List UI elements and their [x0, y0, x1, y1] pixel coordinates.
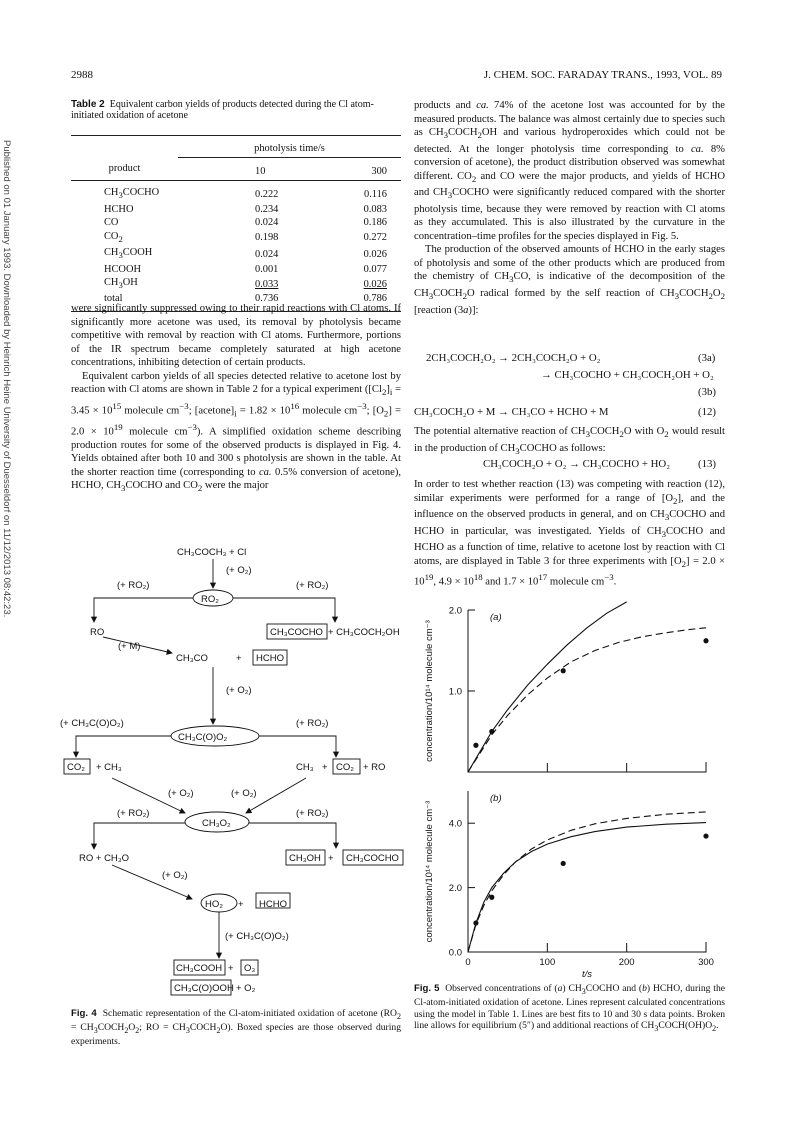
n-ro-ch3o: RO + CH₃O [79, 853, 130, 864]
eq-12: CH₃COCH₂O + M → CH₃CO + HCHO + M [414, 406, 609, 418]
panel-label: (a) [490, 612, 502, 623]
n-o2-1: (+ O₂) [226, 565, 252, 576]
table-row [71, 181, 401, 203]
page-number: 2988 [71, 69, 93, 81]
n-o2-5: (+ O₂) [162, 870, 188, 881]
cell-product: $CH_3COCHO$ [104, 187, 160, 201]
cell-300: 0.077 [363, 263, 387, 275]
table-row [71, 203, 401, 216]
axis-frame [468, 791, 706, 952]
x-tick-label: 100 [539, 957, 556, 968]
cell-10: 0.198 [255, 232, 279, 244]
n-plus-ro: + RO [363, 762, 386, 773]
download-notice: Published on 01 January 1993. Downloaded by Heinrich Heine University of Duesseldorf on 11/12/2013 08:42:23. [1, 140, 12, 618]
paragraph: The production of the observed amounts of HCHO in the early stages of photolysis and some of the other products which are produced from the chemistry of $CH_3CO$, is indicative of the decomposition of the $CH_3COCH_2O$ radical formed by the self reaction of $CH_3COCH_2O_2$ [reaction (3a)]: [414, 244, 725, 316]
x-tick-label: 0 [465, 957, 471, 968]
n-plus-ch3coch2oh: + CH₃COCH₂OH [328, 627, 400, 638]
eq-12-num: (12) [698, 406, 716, 418]
cell-product: total [104, 293, 123, 305]
cell-product: $CH_3COOH$ [104, 247, 153, 261]
eq-13-num: (13) [698, 458, 716, 470]
n-ch3co3-2: (+ CH₃C(O)O₂) [225, 931, 289, 942]
n-ch3cooh2: CH₃C(O)OOH [174, 983, 234, 994]
cell-product: HCOOH [104, 263, 141, 275]
n-ch3co3-left: (+ CH₃C(O)O₂) [60, 718, 124, 729]
cell-10: 0.024 [255, 217, 279, 229]
table-row [71, 263, 401, 276]
n-o2-4: (+ O₂) [231, 788, 257, 799]
n-ro2-right: (+ RO₂) [296, 580, 329, 591]
cell-10: 0.024 [255, 248, 279, 260]
table-row [71, 276, 401, 292]
eq-13: CH₃COCH₂O + O₂ → CH₃COCHO + HO₂ [483, 458, 670, 470]
n-o2-2: (+ O₂) [226, 685, 252, 696]
table-2 [71, 135, 401, 312]
col-product: product [108, 162, 141, 174]
fig4-scheme [60, 543, 410, 1003]
n-plus5: + [228, 963, 234, 974]
n-plus1: + [236, 653, 242, 664]
dashed-line [468, 628, 706, 772]
n-ro2: RO₂ [201, 594, 219, 605]
x-axis-label: t/s [581, 969, 593, 980]
n-ch3cocho: CH₃COCHO [270, 627, 323, 638]
n-ro: RO [90, 627, 105, 638]
eq-3a-num: (3a) [698, 352, 716, 364]
n-hcho2: HCHO [259, 899, 287, 910]
cell-product: HCHO [104, 203, 134, 215]
n-ch3co3: CH₃C(O)O₂ [178, 732, 228, 743]
x-tick-label: 200 [618, 957, 635, 968]
paragraph: Equivalent carbon yields of all species detected relative to acetone lost by reaction with Cl atoms are shown in Table 2 for a typical experiment ($[Cl_2]_i = 3.45 \times 10^{15}$ molecule $cm^{-3}$; $[acetone]_i = 1.82 \times 10^{16}$ molecule $cm^{-3}$; $[O_2] = 2.0 \times 10^{19}$ molecule $cm^{-3}$). A simplified oxidation scheme describing production routes for some of the observed products is displayed in Fig. 4. Yields obtained after both 10 and 300 s photolysis are shown in the table. At the shorter reaction time (corresponding to ca. 0.5% conversion of acetone), HCHO, $CH_3COCHO$ and $CO_2$ were the major [71, 370, 402, 494]
data-point [561, 668, 566, 673]
y-axis-label: concentration/10¹⁴ molecule cm⁻³ [424, 620, 435, 762]
data-point [473, 743, 478, 748]
n-m: (+ M) [118, 641, 141, 652]
n-ch3o2: CH₃O₂ [202, 818, 231, 829]
eq-3b: → CH₃COCHO + CH₃COCH₂OH + O₂ [541, 369, 714, 381]
y-tick-label: 4.0 [448, 818, 462, 830]
right-text-p4: In order to test whether reaction (13) was competing with reaction (12), similar experiments were performed for a range of $[O_2]$, and the influence on the observed products in general, and on $CH_3COCHO$ and HCHO in particular, was investigated. Yields of $CH_3COCHO$ and HCHO as a function of time, relative to acetone lost by reaction with Cl atoms, are displayed in Table 3 for three experiments with $[O_2] = 2.0 \times 10^{19}$, $4.9 \times 10^{18}$ and $1.7 \times 10^{17}$ molecule $cm^{-3}$. [414, 479, 726, 588]
n-start: CH₃COCH₃ + Cl [177, 547, 247, 558]
col-300: 300 [371, 165, 387, 177]
axis-frame [468, 610, 706, 772]
panel-label: (b) [490, 793, 502, 804]
cell-product: $CO_2$ [104, 230, 123, 244]
data-point [489, 895, 494, 900]
cell-10: 0.033 [255, 278, 279, 290]
n-ch3oh: CH₃OH [289, 853, 321, 864]
fig5-charts [414, 600, 734, 985]
cell-10: 0.222 [255, 188, 279, 200]
n-co2-r: CO₂ [336, 762, 354, 773]
left-text [71, 302, 401, 496]
group-header: photolysis time/s [178, 136, 401, 158]
n-plus2: + [322, 762, 328, 773]
fig4-caption: Fig. 4 Schematic representation of the Cl-atom-initiated oxidation of acetone ($RO_2$ = $CH_3COCH_2O_2$; RO = $CH_3COCH_2O$). Boxed species are those observed during experiments. [71, 1008, 402, 1048]
solid-line [468, 823, 706, 952]
cell-10: 0.736 [255, 293, 279, 305]
n-ro2-5: (+ RO₂) [296, 808, 329, 819]
data-point [703, 638, 708, 643]
n-ch3cooh: CH₃COOH [176, 963, 223, 974]
eq-3a: 2CH₃COCH₂O₂ → 2CH₃COCH₂O + O₂ [426, 352, 601, 364]
paragraph: were significantly suppressed owing to their rapid reactions with Cl atoms. If significantly more acetone was used, its removal by photolysis became competitive with removal by reaction with Cl atoms. Furthermore, portions of the IR spectrum became completely saturated at high acetone concentrations, inhibiting detection of certain products. [71, 303, 401, 368]
right-text [414, 99, 725, 317]
solid-line [468, 602, 627, 772]
eq-3b-num: (3b) [698, 386, 716, 398]
cell-product: CO [104, 217, 119, 229]
data-point [473, 920, 478, 925]
n-ro2-3: (+ RO₂) [296, 718, 329, 729]
fig5-caption: Fig. 5 Observed concentrations of (a) $CH_3COCHO$ and (b) HCHO, during the Cl-atom-initiated oxidation of acetone. Lines represent calculated concentrations using the model in Table 1. Lines are best fits to 10 and 30 s data points. Broken line allows for equilibrium (5″) and additional reactions of $CH_3COCH(OH)O_2$. [414, 983, 725, 1033]
n-plus-ch3-l: + CH₃ [96, 762, 122, 773]
n-ch3co: CH₃CO [176, 653, 208, 664]
cell-300: 0.272 [363, 232, 387, 244]
cell-product: $CH_3OH$ [104, 276, 138, 291]
y-tick-label: 2.0 [448, 605, 462, 617]
n-plus-o2: + O₂ [236, 983, 256, 994]
n-co2-l: CO₂ [67, 762, 85, 773]
cell-300: 0.186 [363, 217, 387, 229]
n-o3: O₃ [244, 963, 256, 974]
y-tick-label: 2.0 [448, 883, 462, 895]
table-row [71, 216, 401, 229]
cell-300: 0.083 [363, 203, 387, 215]
cell-300: 0.026 [363, 278, 387, 290]
n-ch3cocho2: CH₃COCHO [346, 853, 399, 864]
n-hcho1: HCHO [256, 653, 284, 664]
journal-header: J. CHEM. SOC. FARADAY TRANS., 1993, VOL. 89 [483, 69, 722, 81]
col-10: 10 [255, 165, 266, 177]
n-plus4: + [238, 899, 244, 910]
cell-10: 0.001 [255, 263, 279, 275]
n-o2-3: (+ O₂) [168, 788, 194, 799]
n-ho2: HO₂ [205, 899, 223, 910]
table-caption: Table 2 Equivalent carbon yields of products detected during the Cl atom-initiated oxidation of acetone [71, 99, 374, 122]
y-tick-label: 1.0 [448, 686, 462, 698]
table-row [71, 246, 401, 262]
x-tick-label: 300 [698, 957, 714, 968]
table-row [71, 230, 401, 246]
cell-300: 0.786 [363, 293, 387, 305]
n-plus3: + [328, 853, 334, 864]
cell-300: 0.026 [363, 248, 387, 260]
n-ro2-4: (+ RO₂) [117, 808, 150, 819]
right-text-p3: The potential alternative reaction of $CH_3COCH_2O$ with $O_2$ would result in the production of $CH_3COCHO$ as follows: [414, 426, 725, 456]
data-point [489, 729, 494, 734]
n-ro2-left: (+ RO₂) [117, 580, 150, 591]
paragraph: products and ca. 74% of the acetone lost was accounted for by the measured products. The balance was almost certainly due to species such as $CH_3COCH_2OH$ and various hydroperoxides which could not be detected. At the longer photolysis time corresponding to ca. 8% conversion of acetone), the product distribution observed was somewhat different. $CO_2$ and CO were the major products, and yields of HCHO and $CH_3COCHO$ were significantly reduced compared with the shorter photolysis time, because they were removed by reaction with Cl atoms as they accumulated. This is also illustrated by the curvature in the concentration–time profiles for the species displayed in Fig. 5. [414, 100, 726, 242]
y-tick-label: 0.0 [448, 947, 462, 959]
data-point [561, 861, 566, 866]
y-axis-label: concentration/10¹⁴ molecule cm⁻³ [424, 800, 435, 943]
data-point [703, 833, 708, 838]
cell-300: 0.116 [364, 188, 387, 200]
n-ch3-r: CH₃ [296, 762, 314, 773]
cell-10: 0.234 [255, 203, 279, 215]
